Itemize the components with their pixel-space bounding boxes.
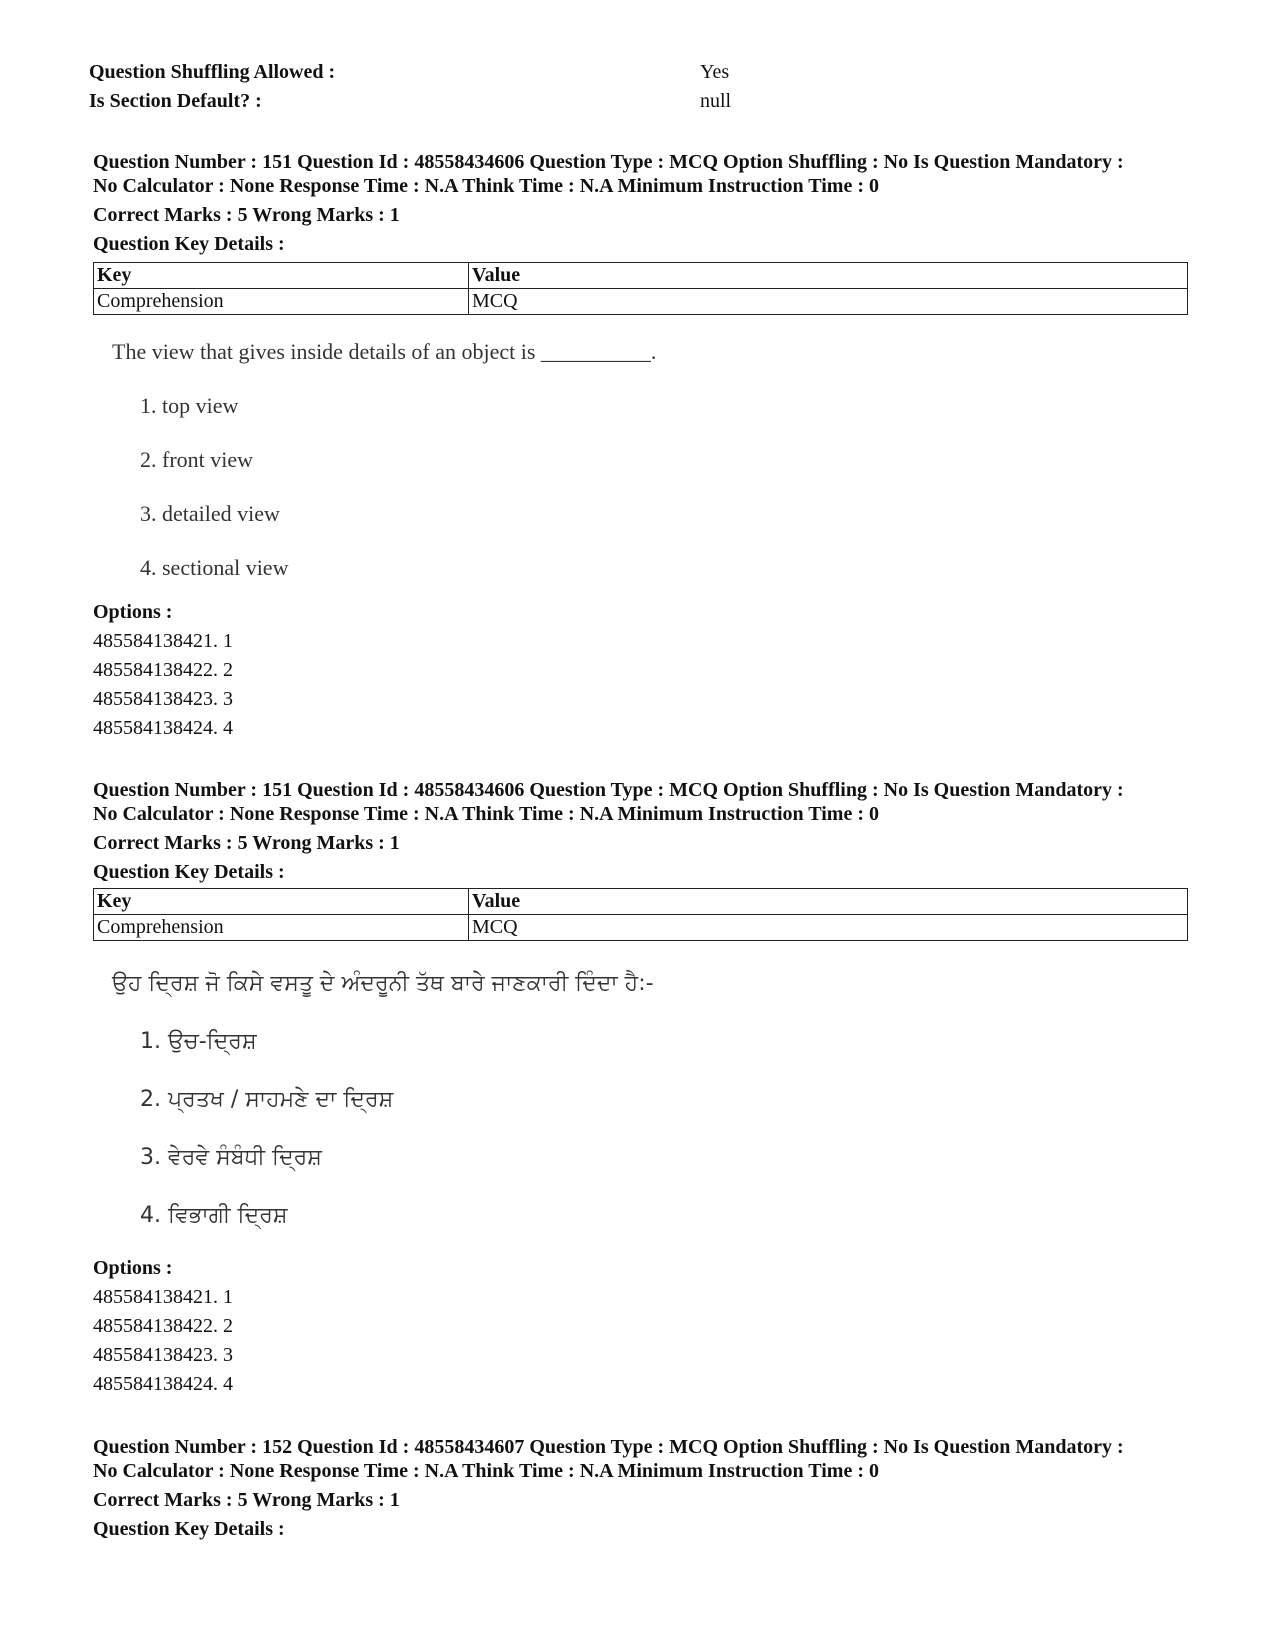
- question-meta-line1: Question Number : 152 Question Id : 48558434607 Question Type : MCQ Option Shuffling : No Is Question Mandatory :: [93, 1436, 1124, 1458]
- option-id-2: 485584138422. 2: [93, 1315, 233, 1337]
- option-id-1: 485584138421. 1: [93, 1286, 233, 1308]
- marks-line: Correct Marks : 5 Wrong Marks : 1: [93, 832, 400, 854]
- option-id-4: 485584138424. 4: [93, 1373, 233, 1395]
- question-meta-line1: Question Number : 151 Question Id : 48558434606 Question Type : MCQ Option Shuffling : No Is Question Mandatory :: [93, 779, 1124, 801]
- option-id-2: 485584138422. 2: [93, 659, 233, 681]
- choice-1: 1. top view: [140, 393, 239, 418]
- table-header-value: Value: [469, 889, 1188, 915]
- choice-4: 4. ਵਿਭਾਗੀ ਦ੍ਰਿਸ਼: [140, 1203, 288, 1228]
- option-id-3: 485584138423. 3: [93, 1344, 233, 1366]
- options-label: Options :: [93, 601, 173, 623]
- question-meta-line2: No Calculator : None Response Time : N.A Think Time : N.A Minimum Instruction Time : 0: [93, 803, 879, 825]
- marks-line: Correct Marks : 5 Wrong Marks : 1: [93, 1489, 400, 1511]
- key-details-table: [93, 262, 1188, 315]
- question-meta-line2: No Calculator : None Response Time : N.A Think Time : N.A Minimum Instruction Time : 0: [93, 175, 879, 197]
- table-cell-key: Comprehension: [94, 289, 469, 315]
- question-text: ਉਹ ਦ੍ਰਿਸ਼ ਜੋ ਕਿਸੇ ਵਸਤੂ ਦੇ ਅੰਦਰੂਨੀ ਤੱਥ ਬਾਰੇ ਜਾਣਕਾਰੀ ਦਿੰਦਾ ਹੈ:-: [112, 971, 654, 996]
- choice-2: 2. front view: [140, 447, 254, 472]
- marks-line: Correct Marks : 5 Wrong Marks : 1: [93, 204, 400, 226]
- option-id-3: 485584138423. 3: [93, 688, 233, 710]
- option-id-1: 485584138421. 1: [93, 630, 233, 652]
- table-header-key: Key: [94, 889, 469, 915]
- section-default-value: null: [700, 90, 732, 112]
- question-text: The view that gives inside details of an object is __________.: [112, 339, 657, 364]
- shuffling-value: Yes: [700, 61, 730, 83]
- section-default-label: Is Section Default? :: [89, 90, 262, 112]
- choice-1: 1. ਉਚ-ਦ੍ਰਿਸ਼: [140, 1029, 257, 1054]
- option-id-4: 485584138424. 4: [93, 717, 233, 739]
- key-details-label: Question Key Details :: [93, 233, 285, 255]
- choice-2: 2. ਪ੍ਰਤਖ / ਸਾਹਮਣੇ ਦਾ ਦ੍ਰਿਸ਼: [140, 1087, 394, 1112]
- key-details-label: Question Key Details :: [93, 861, 285, 883]
- table-cell-key: Comprehension: [94, 915, 469, 941]
- table-header-key: Key: [94, 263, 469, 289]
- shuffling-label: Question Shuffling Allowed :: [89, 61, 336, 83]
- options-label: Options :: [93, 1257, 173, 1279]
- choice-3: 3. ਵੇਰਵੇ ਸੰਬੰਧੀ ਦ੍ਰਿਸ਼: [140, 1145, 322, 1170]
- table-cell-value: MCQ: [469, 289, 1188, 315]
- question-meta-line2: No Calculator : None Response Time : N.A Think Time : N.A Minimum Instruction Time : 0: [93, 1460, 879, 1482]
- choice-4: 4. sectional view: [140, 555, 289, 580]
- question-meta-line1: Question Number : 151 Question Id : 48558434606 Question Type : MCQ Option Shuffling : No Is Question Mandatory :: [93, 151, 1124, 173]
- table-header-value: Value: [469, 263, 1188, 289]
- table-cell-value: MCQ: [469, 915, 1188, 941]
- key-details-label: Question Key Details :: [93, 1518, 285, 1540]
- key-details-table: [93, 888, 1188, 941]
- choice-3: 3. detailed view: [140, 501, 280, 526]
